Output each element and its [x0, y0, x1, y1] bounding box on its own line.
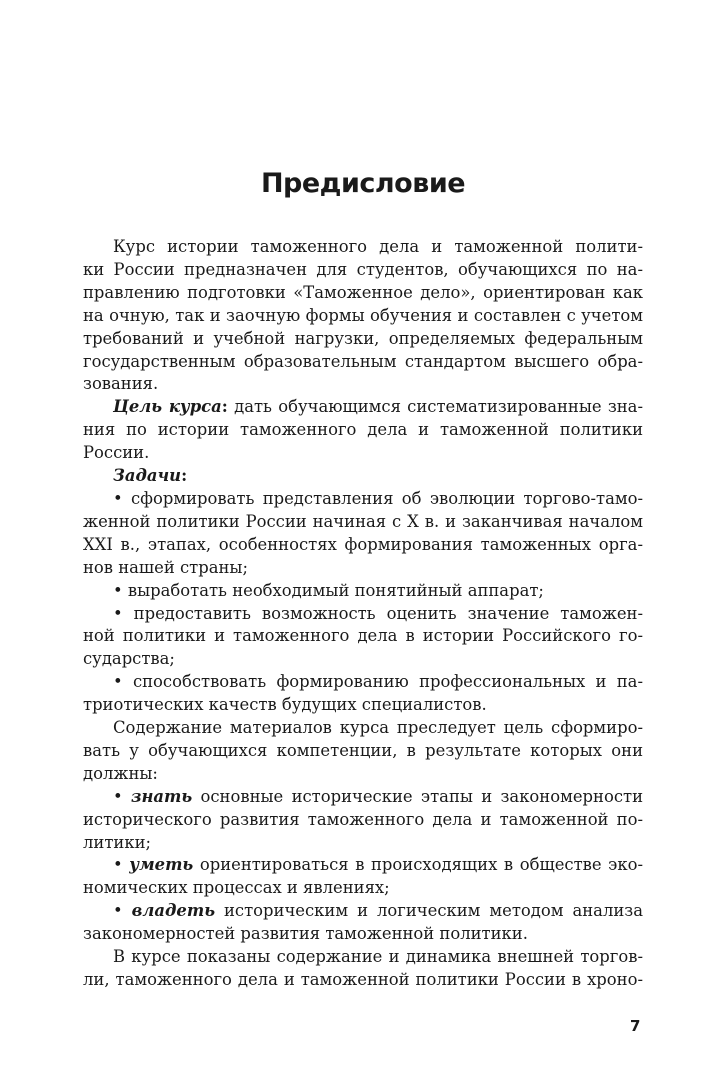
know-keyword: знать [131, 786, 193, 806]
goal-line [83, 396, 643, 419]
list-item-own [83, 900, 643, 923]
can-keyword: уметь [129, 855, 194, 875]
tasks-label: Задачи [113, 466, 182, 486]
text-line: XXI в., этапах, особенностях формирования таможенных орга- [83, 534, 643, 554]
text-line: закономерностей развития таможенной политики. [83, 924, 528, 944]
text-line: исторического развития таможенного дела и таможенной по- [83, 809, 643, 829]
text-line: ки России предназначен для студентов, обучающихся по на- [83, 259, 643, 279]
text-line: ния по истории таможенного дела и таможенной политики [83, 420, 643, 440]
text-line: Курс истории таможенного дела и таможенной полити- [113, 237, 643, 256]
text-line: на очную, так и заочную формы обучения и составлен с учетом [83, 305, 643, 325]
text-line: ной политики и таможенного дела в истории Российского го- [83, 626, 643, 646]
page-number: 7 [630, 1017, 641, 1035]
text-line: нов нашей страны; [83, 557, 249, 577]
page-title: Предисловие [260, 168, 466, 199]
text-line: должны: [83, 763, 158, 783]
text-line: литики; [83, 832, 152, 852]
text-line: зования. [83, 374, 159, 394]
text-line: триотических качеств будущих специалистов. [83, 695, 487, 715]
text-line: правлению подготовки «Таможенное дело», ориентирован как [83, 282, 643, 302]
text-line: требований и учебной нагрузки, определяемых федеральным [83, 328, 643, 348]
text-line: вать у обучающихся компетенции, в результате которых они [83, 740, 643, 760]
text-line: женной политики России начиная с X в. и заканчивая началом [83, 511, 643, 531]
goal-label: Цель курса [113, 397, 222, 417]
list-item: • выработать необходимый понятийный аппарат; [113, 580, 544, 600]
text-line: России. [83, 443, 150, 463]
goal-text: дать обучающимся систематизированные зна- [227, 397, 643, 417]
tasks-heading [83, 465, 643, 488]
text-line: номических процессах и явлениях; [83, 878, 390, 898]
goal-colon: : [221, 397, 228, 417]
text-line: Содержание материалов курса преследует цель сформиро- [113, 718, 643, 738]
bullet: • [113, 786, 123, 806]
know-text: основные исторические этапы и закономерности [192, 786, 643, 806]
body-text [83, 236, 643, 992]
bullet: • [113, 855, 123, 875]
text-line: сударства; [83, 649, 175, 669]
text-line: В курсе показаны содержание и динамика внешней торгов- [113, 947, 643, 967]
text-line: государственным образовательным стандартом высшего обра- [83, 351, 643, 371]
tasks-colon: : [181, 466, 188, 486]
can-text: ориентироваться в происходящих в обществе эко- [193, 855, 643, 875]
bullet: • [113, 901, 123, 921]
list-item: • способствовать формированию профессиональных и па- [113, 672, 643, 692]
list-item: • предоставить возможность оценить значение таможен- [113, 603, 643, 623]
text-line: ли, таможенного дела и таможенной политики России в хроно- [83, 970, 643, 989]
list-item: • сформировать представления об эволюции торгово-тамо- [113, 488, 643, 508]
own-keyword: владеть [131, 901, 216, 921]
list-item-can [83, 854, 643, 877]
list-item-know [83, 786, 643, 809]
own-text: историческим и логическим методом анализа [215, 901, 643, 921]
